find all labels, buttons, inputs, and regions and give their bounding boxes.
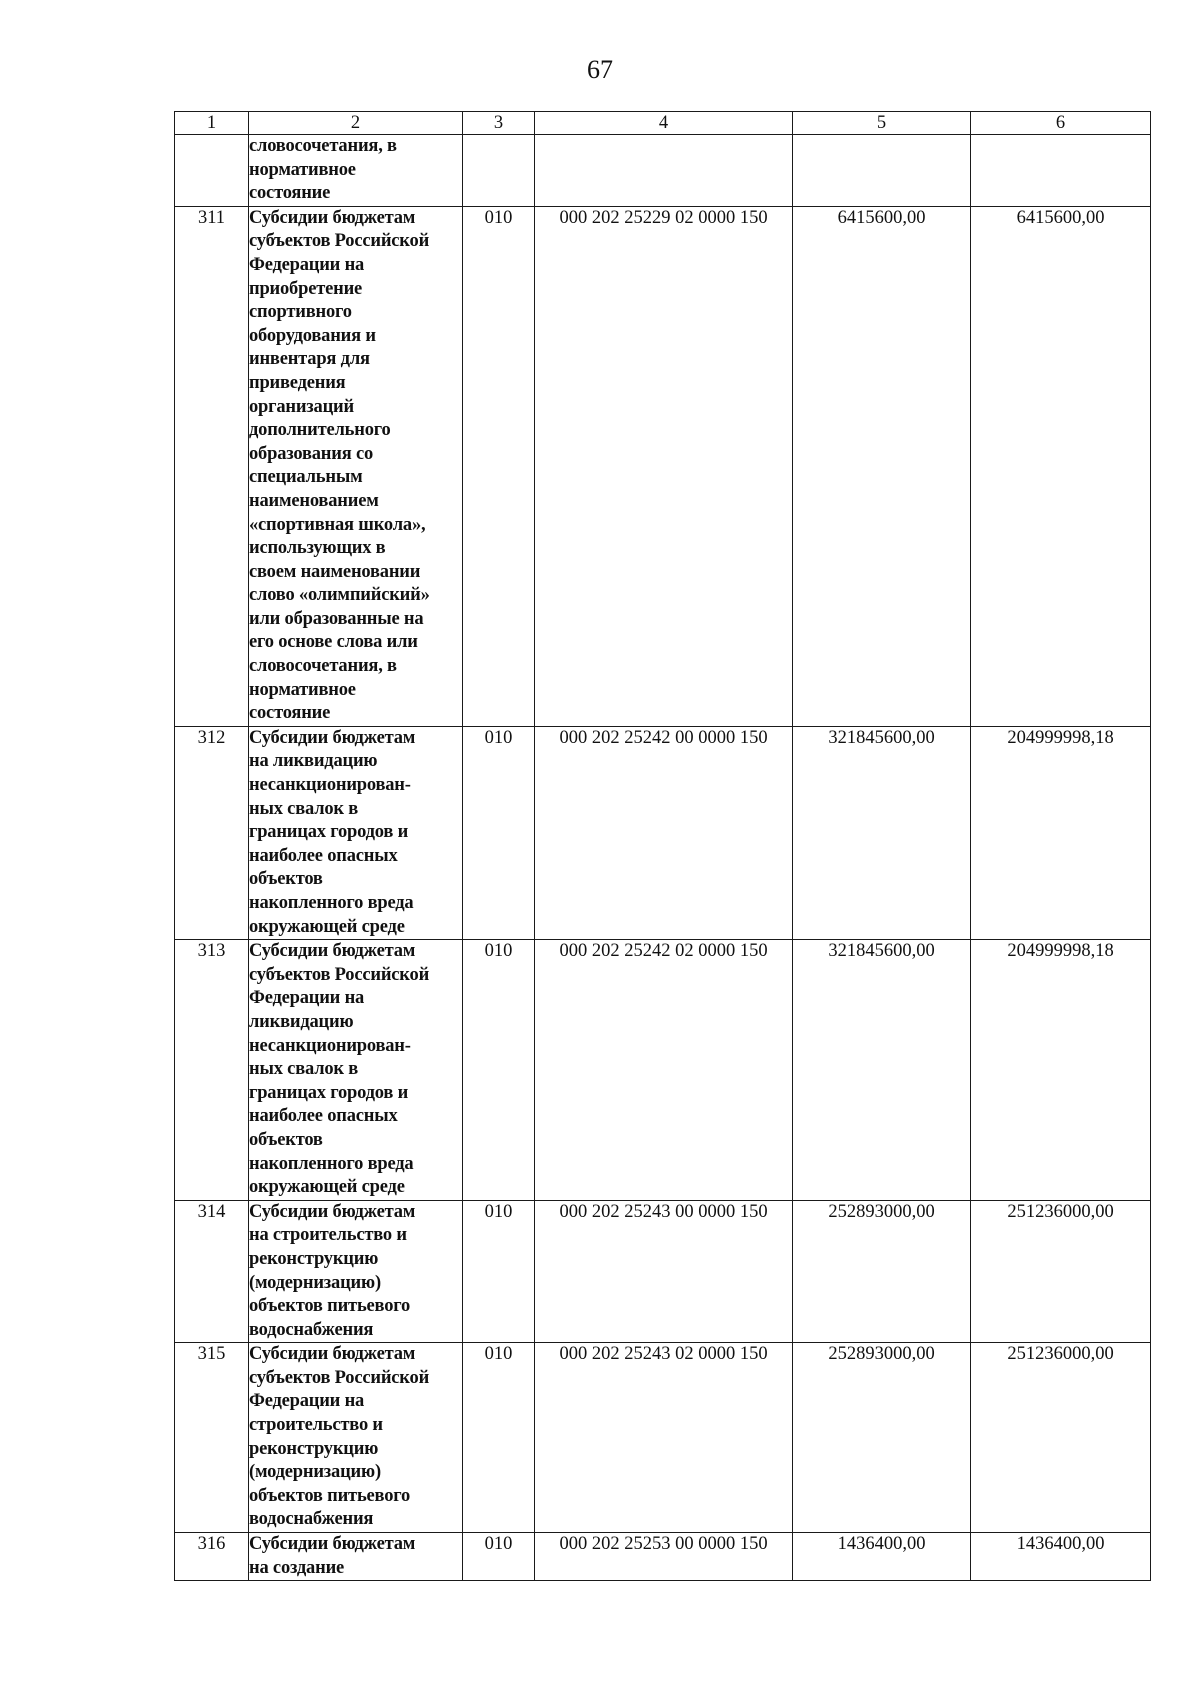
budget-table <box>174 111 1151 1581</box>
row-code: 010 <box>463 206 535 726</box>
page-number: 67 <box>587 55 613 84</box>
row-number: 314 <box>175 1200 249 1343</box>
row-kbk-code: 000 202 25243 02 0000 150 <box>535 1343 793 1533</box>
column-header: 4 <box>535 112 793 135</box>
row-name: Субсидии бюджетам субъектов Российской Федерации на ликвидацию несанкционирован- ных свалок в границах городов и наиболее опасных объектов накопленного вреда окружающей среде <box>249 940 463 1201</box>
table-row <box>175 135 1151 207</box>
row-amount-col5: 321845600,00 <box>793 726 971 939</box>
row-amount-col6: 204999998,18 <box>971 940 1151 1201</box>
table-row <box>175 726 1151 939</box>
row-amount-col5: 1436400,00 <box>793 1533 971 1581</box>
column-header: 2 <box>249 112 463 135</box>
row-code <box>463 135 535 207</box>
row-name: Субсидии бюджетам субъектов Российской Федерации на строительство и реконструкцию (модернизацию) объектов питьевого водоснабжения <box>249 1343 463 1533</box>
row-number <box>175 135 249 207</box>
row-amount-col6: 251236000,00 <box>971 1343 1151 1533</box>
row-number: 313 <box>175 940 249 1201</box>
row-kbk-code: 000 202 25253 00 0000 150 <box>535 1533 793 1581</box>
row-amount-col5: 321845600,00 <box>793 940 971 1201</box>
row-name: Субсидии бюджетам на создание <box>249 1533 463 1581</box>
row-amount-col5: 6415600,00 <box>793 206 971 726</box>
table-row <box>175 940 1151 1201</box>
row-name: словосочетания, в нормативное состояние <box>249 135 463 207</box>
row-number: 311 <box>175 206 249 726</box>
row-amount-col6 <box>971 135 1151 207</box>
row-amount-col6: 251236000,00 <box>971 1200 1151 1343</box>
table-row <box>175 1200 1151 1343</box>
row-amount-col5: 252893000,00 <box>793 1200 971 1343</box>
column-header: 5 <box>793 112 971 135</box>
row-code: 010 <box>463 726 535 939</box>
row-number: 316 <box>175 1533 249 1581</box>
row-code: 010 <box>463 940 535 1201</box>
row-amount-col6: 6415600,00 <box>971 206 1151 726</box>
row-amount-col6: 1436400,00 <box>971 1533 1151 1581</box>
table-row <box>175 206 1151 726</box>
row-amount-col6: 204999998,18 <box>971 726 1151 939</box>
row-number: 312 <box>175 726 249 939</box>
row-amount-col5: 252893000,00 <box>793 1343 971 1533</box>
row-name: Субсидии бюджетам на ликвидацию несанкционирован- ных свалок в границах городов и наиболее опасных объектов накопленного вреда окружающей среде <box>249 726 463 939</box>
column-number-row <box>175 112 1151 135</box>
column-header: 3 <box>463 112 535 135</box>
row-kbk-code <box>535 135 793 207</box>
row-kbk-code: 000 202 25242 02 0000 150 <box>535 940 793 1201</box>
table-row <box>175 1533 1151 1581</box>
row-name: Субсидии бюджетам на строительство и реконструкцию (модернизацию) объектов питьевого водоснабжения <box>249 1200 463 1343</box>
row-number: 315 <box>175 1343 249 1533</box>
row-kbk-code: 000 202 25229 02 0000 150 <box>535 206 793 726</box>
row-code: 010 <box>463 1200 535 1343</box>
row-code: 010 <box>463 1533 535 1581</box>
row-kbk-code: 000 202 25243 00 0000 150 <box>535 1200 793 1343</box>
row-amount-col5 <box>793 135 971 207</box>
row-kbk-code: 000 202 25242 00 0000 150 <box>535 726 793 939</box>
row-name: Субсидии бюджетам субъектов Российской Федерации на приобретение спортивного оборудования и инвентаря для приведения организаций дополнительного образования со специальным наименованием «спортивная школа», использующих в своем наименовании слово «олимпийский» или образованные на его основе слова или словосочетания, в нормативное состояние <box>249 206 463 726</box>
column-header: 1 <box>175 112 249 135</box>
table-row <box>175 1343 1151 1533</box>
row-code: 010 <box>463 1343 535 1533</box>
column-header: 6 <box>971 112 1151 135</box>
